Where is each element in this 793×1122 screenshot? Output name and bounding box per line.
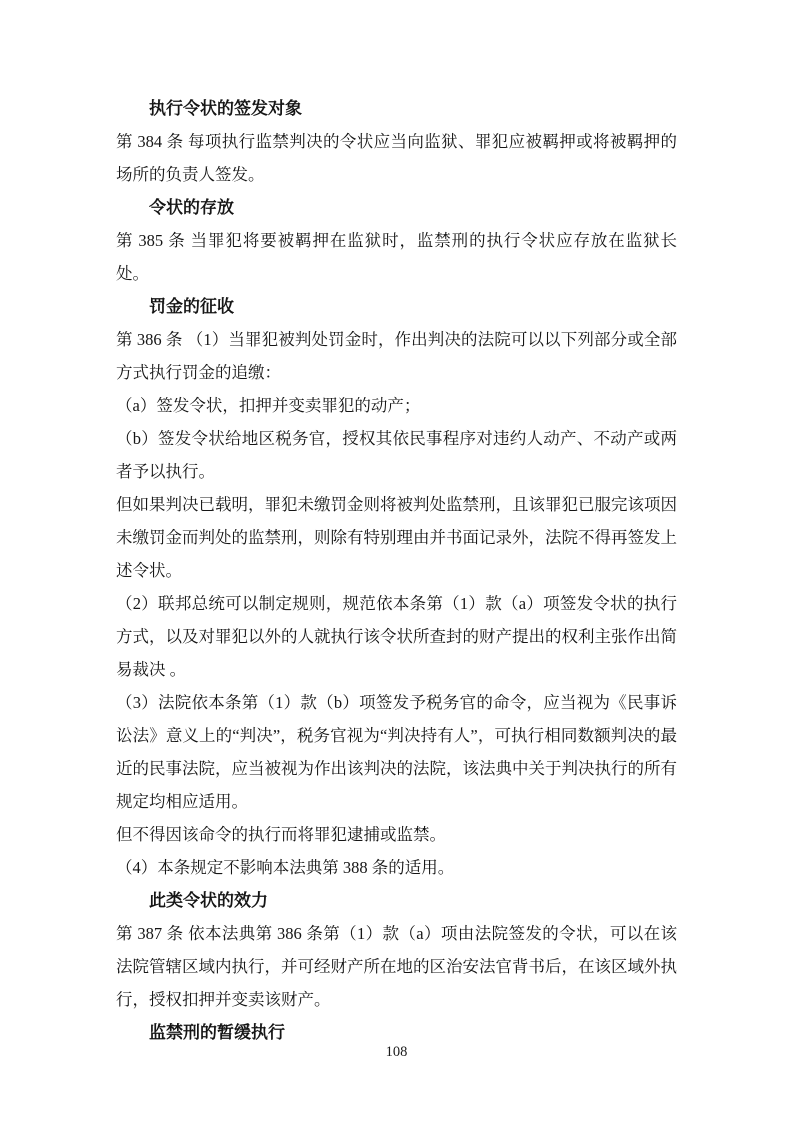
paragraph-article-386-item-b: （b）签发令状给地区税务官，授权其依民事程序对违约人动产、不动产或两者予以执行。 <box>116 429 677 481</box>
paragraph-article-386-clause-4: （4）本条规定不影响本法典第 388 条的适用。 <box>116 858 455 877</box>
section-heading-fine-collection: 罚金的征收 <box>149 297 234 316</box>
paragraph-article-385: 第 385 条 当罪犯将要被羁押在监狱时，监禁刑的执行令状应存放在监狱长处。 <box>116 231 677 283</box>
document-body <box>116 92 677 1049</box>
section-heading-suspension-of-imprisonment: 监禁刑的暂缓执行 <box>149 1023 285 1042</box>
paragraph-article-387: 第 387 条 依本法典第 386 条第（1）款（a）项由法院签发的令状，可以在该法院管辖区域内执行，并可经财产所在地的区治安法官背书后，在该区域外执行，授权扣押并变卖该财产。 <box>116 924 677 1009</box>
section-heading-warrant-effect: 此类令状的效力 <box>149 891 268 910</box>
paragraph-article-386-item-a: （a）签发令状，扣押并变卖罪犯的动产； <box>116 396 421 415</box>
paragraph-article-386-clause-1: 第 386 条 （1）当罪犯被判处罚金时，作出判决的法院可以以下列部分或全部方式执行罚金的追缴： <box>116 330 677 382</box>
paragraph-article-384: 第 384 条 每项执行监禁判决的令状应当向监狱、罪犯应被羁押或将被羁押的场所的负责人签发。 <box>116 132 677 184</box>
section-heading-warrant-deposit: 令状的存放 <box>149 198 234 217</box>
paragraph-article-386-clause-3: （3）法院依本条第（1）款（b）项签发予税务官的命令，应当视为《民事诉讼法》意义上的“判决”，税务官视为“判决持有人”，可执行相同数额判决的最近的民事法院，应当被视为作出该判决的法院，该法典中关于判决执行的所有规定均相应适用。 <box>116 693 677 811</box>
paragraph-article-386-clause-2: （2）联邦总统可以制定规则，规范依本条第（1）款（a）项签发令状的执行方式，以及对罪犯以外的人就执行该令状所查封的财产提出的权利主张作出简易裁决 。 <box>116 594 677 679</box>
paragraph-article-386-proviso: 但如果判决已载明，罪犯未缴罚金则将被判处监禁刑，且该罪犯已服完该项因未缴罚金而判处的监禁刑，则除有特别理由并书面记录外，法院不得再签发上述令状。 <box>116 495 677 580</box>
page-number: 108 <box>385 1044 408 1060</box>
paragraph-article-386-clause-3-proviso: 但不得因该命令的执行而将罪犯逮捕或监禁。 <box>116 825 446 844</box>
section-heading-execution-warrant-recipients: 执行令状的签发对象 <box>149 99 302 118</box>
